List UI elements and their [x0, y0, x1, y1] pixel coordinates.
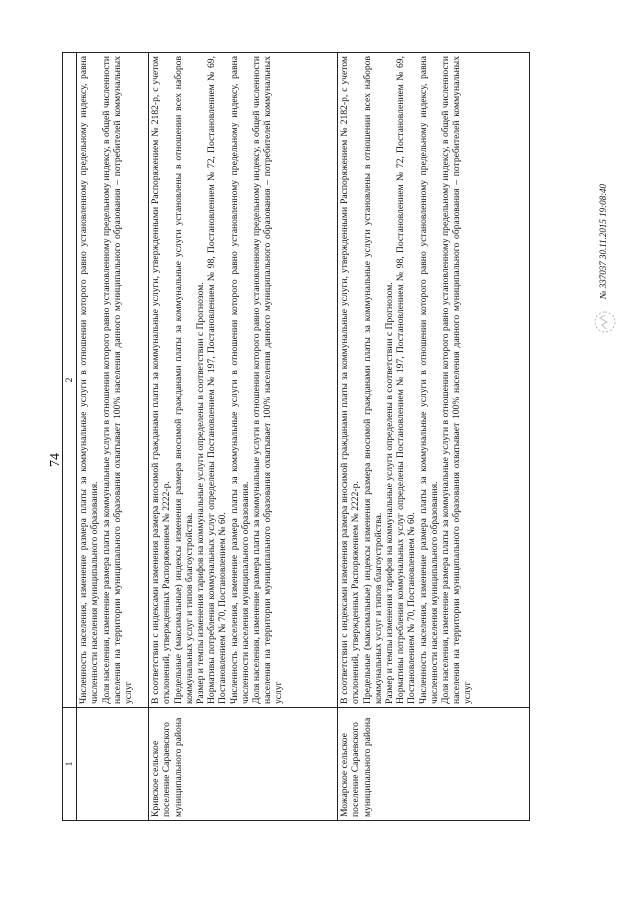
paragraph: Нормативы потребления коммунальных услуг определены Постановлением № 197, Постановлением № 98, Постановлением № 72, Постановлением № 69, Постановлением № 70, Постановлением № 60. — [206, 56, 229, 704]
paragraph: В соответствии с индексами изменения размера вносимой гражданами платы за коммунальные услуги, утвержденными Распоряжением № 2182-р, с учетом отклонений, утвержденных Распоряжением № 2222-р. — [150, 56, 173, 704]
content-cell — [77, 53, 149, 708]
place-cell — [77, 708, 149, 821]
paragraph: Размер и темпы изменения тарифов на коммунальные услуги определены в соответствии с Прогнозом. — [195, 282, 207, 704]
paragraph: Предельные (максимальные) индексы изменения размера вносимой гражданами платы за коммунальные услуги установлены в отношении всех наборов коммунальных услуг и типов благоустройства. — [361, 56, 384, 704]
table-header-row — [63, 53, 77, 821]
stamp-icon — [592, 309, 618, 335]
column-header-1: 1 — [63, 708, 77, 821]
table-row — [149, 53, 338, 821]
paragraph: Численность населения, изменение размера платы за коммунальные услуги в отношении которого равно установленному предельному индексу, равна численности населения муниципального образования. — [228, 56, 251, 704]
table-row — [338, 53, 530, 821]
services-table — [62, 52, 530, 821]
registration-stamp: № 337037 30.11.2015 19:08:40 — [598, 183, 608, 299]
place-cell: Кривское сельское поселение Сараевского муниципального района — [149, 708, 338, 821]
paragraph: В соответствии с индексами изменения размера вносимой гражданами платы за коммунальные услуги, утвержденными Распоряжением № 2182-р, с учетом отклонений, утвержденных Распоряжением № 2222-р. — [339, 56, 362, 704]
paragraph: Доля населения, изменение размера платы за коммунальные услуги в отношении которого равно установленному предельному индексу, в общей численности населения на территории муниципального образования охватывает 100% населения данного муниципального образования – потребителей коммунальных услуг — [100, 56, 135, 704]
paragraph: Предельные (максимальные) индексы изменения размера вносимой гражданами платы за коммунальные услуги установлены в отношении всех наборов коммунальных услуг и типов благоустройства. — [172, 56, 195, 704]
paragraph: Численность населения, изменение размера платы за коммунальные услуги в отношении которого равно установленному предельному индексу, равна численности населения муниципального образования. — [78, 56, 101, 704]
paragraph: Доля населения, изменение размера платы за коммунальные услуги в отношении которого равно установленному предельному индексу, в общей численности населения на территории муниципального образования охватывает 100% населения данного муниципального образования – потребителей коммунальных услуг — [251, 56, 285, 704]
table-row — [77, 53, 149, 821]
content-cell — [338, 53, 530, 708]
page-number: 74 — [48, 453, 63, 467]
place-cell: Можарское сельское поселение Сараевского муниципального района — [338, 708, 530, 821]
paragraph: Размер и темпы изменения тарифов на коммунальные услуги определены в соответствии с Прогнозом. — [384, 282, 396, 704]
paragraph: Нормативы потребления коммунальных услуг определены Постановлением № 197, Постановлением № 98, Постановлением № 72, Постановлением № 69, Постановлением № 70, Постановлением № 60. — [395, 56, 418, 704]
content-cell — [149, 53, 338, 708]
paragraph: Доля населения, изменение размера платы за коммунальные услуги в отношении которого равно установленному предельному индексу, в общей численности населения на территории муниципального образования охватывает 100% населения данного муниципального образования – потребителей коммунальных услуг — [440, 56, 474, 704]
paragraph: Численность населения, изменение размера платы за коммунальные услуги в отношении которого равно установленному предельному индексу, равна численности населения муниципального образования. — [417, 56, 440, 704]
column-header-2: 2 — [63, 53, 77, 708]
